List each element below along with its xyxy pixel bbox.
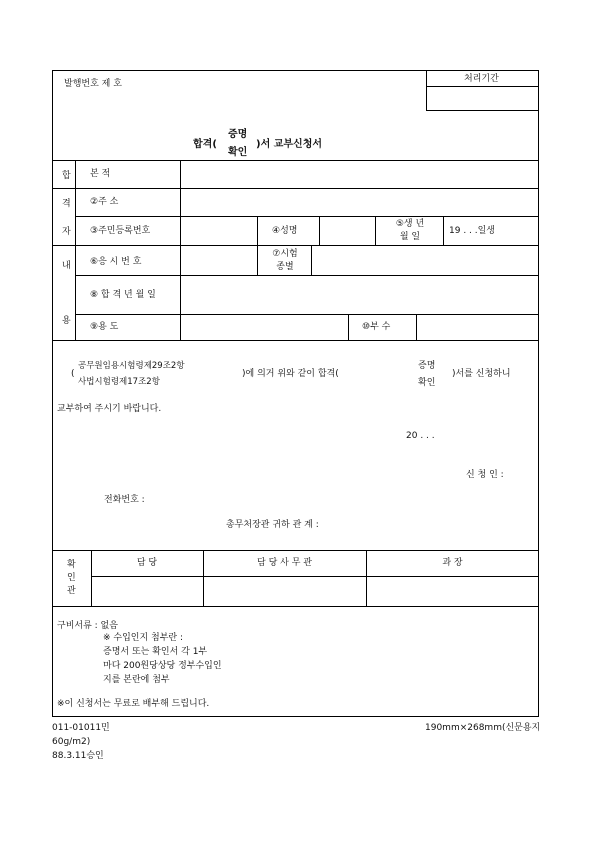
paper-weight: 60g/m2)	[52, 737, 91, 747]
confirm-label-2: 인	[67, 573, 76, 583]
rule-exam-mid	[257, 245, 258, 275]
exam-number-label: ⑥응 시 번 호	[90, 257, 142, 267]
rule-nameval-right	[375, 216, 376, 245]
phone-label: 전화번호 :	[104, 495, 145, 505]
stamp-note-line-1: 증명서 또는 확인서 각 1부	[103, 647, 208, 657]
birth-date-value: 19 . . .일생	[449, 226, 496, 236]
stamp-note-line-3: 지를 본란에 첨부	[103, 675, 170, 685]
rule-period-mid	[426, 86, 539, 87]
domicile-label: 본 적	[90, 169, 111, 179]
resident-number-label: ③주민등록번호	[90, 226, 151, 236]
rule-header-bottom	[52, 160, 539, 161]
rule-resident-right	[257, 216, 258, 245]
section-label-passer-1: 합	[62, 171, 71, 181]
confirm-col-secretary: 담 당 사 무 관	[257, 558, 312, 568]
rule-field-label	[180, 160, 181, 340]
rule-copies-right	[416, 314, 417, 340]
rule-content-bottom	[52, 340, 539, 341]
title-suffix: )서 교부신청서	[256, 139, 323, 150]
addressee-text: 총무처장관 귀하 관 계 :	[226, 520, 319, 530]
confirm-col-manager: 과 장	[442, 558, 463, 568]
section-label-content-1: 내	[62, 261, 71, 271]
form-frame	[52, 70, 539, 717]
exam-type-label-2: 종별	[276, 262, 294, 272]
section-label-passer-3: 자	[62, 227, 71, 237]
address-label: ②주 소	[90, 197, 119, 207]
law-reference-1: 공무원임용시험령제29조2항	[78, 361, 185, 371]
stamp-attach-note: ※ 수입인지 첨부란 :	[103, 633, 184, 643]
exam-type-label-1: ⑦시험	[272, 249, 298, 259]
form-code: 011-01011민	[52, 723, 110, 733]
rule-period-left	[426, 70, 427, 110]
title-option-certificate: 증명	[228, 129, 248, 140]
applicant-label: 신 청 인 :	[466, 470, 504, 480]
rule-birth-right	[443, 216, 444, 245]
birth-label-1: ⑤생 년	[395, 219, 425, 229]
approval-date: 88.3.11승인	[52, 751, 104, 761]
request-line-2: 교부하여 주시기 바랍니다.	[57, 404, 162, 414]
rule-row-domicile	[52, 188, 539, 189]
request-date: 20 . . .	[406, 431, 435, 441]
copies-label: ⑩부 수	[362, 322, 391, 332]
section-label-content-2: 용	[62, 316, 71, 326]
rule-request-bottom	[52, 550, 539, 551]
rule-row-address	[75, 216, 539, 217]
pass-date-label: ⑧ 합 격 년 월 일	[90, 290, 156, 300]
required-docs: 구비서류 : 없음	[57, 621, 118, 631]
rule-period-bottom	[426, 110, 539, 111]
stamp-note-line-2: 마다 200원당상당 정부수입인	[103, 661, 222, 671]
confirm-label-3: 관	[67, 586, 76, 596]
title-prefix: 합격(	[193, 139, 217, 150]
law-paren-open: (	[71, 369, 75, 379]
rule-name-right	[319, 216, 320, 245]
paper-size: 190mm×268mm(신문용지	[425, 723, 541, 733]
confirm-label-1: 확	[67, 560, 76, 570]
rule-row-resident	[52, 245, 539, 246]
rule-row-exam	[75, 275, 539, 276]
free-distribution-note: ※이 신청서는 무료로 배부해 드립니다.	[57, 699, 210, 709]
rule-purpose-right	[348, 314, 349, 340]
issue-number: 발행번호 제 호	[64, 79, 122, 89]
birth-label-2: 월 일	[399, 232, 421, 242]
request-option-certificate: 증명	[418, 361, 436, 371]
law-reference-2: 사법시험령제17조2항	[78, 377, 160, 387]
request-end-text: )서를 신청하니	[452, 369, 511, 379]
purpose-label: ⑨용 도	[90, 322, 119, 332]
request-middle-text: )에 의거 위와 같이 합격(	[242, 369, 339, 379]
rule-exam-type-right	[311, 245, 312, 275]
rule-confirm-bottom	[52, 606, 539, 607]
rule-row-pass	[75, 314, 539, 315]
processing-period-label: 처리기간	[464, 74, 499, 84]
section-label-passer-2: 격	[62, 199, 71, 209]
confirm-col-officer: 담 당	[136, 558, 158, 568]
request-option-confirmation: 확인	[418, 378, 436, 388]
name-label: ④성명	[272, 226, 298, 236]
title-option-confirmation: 확인	[228, 147, 248, 158]
rule-section-label	[75, 160, 76, 340]
rule-confirm-header	[91, 576, 539, 577]
